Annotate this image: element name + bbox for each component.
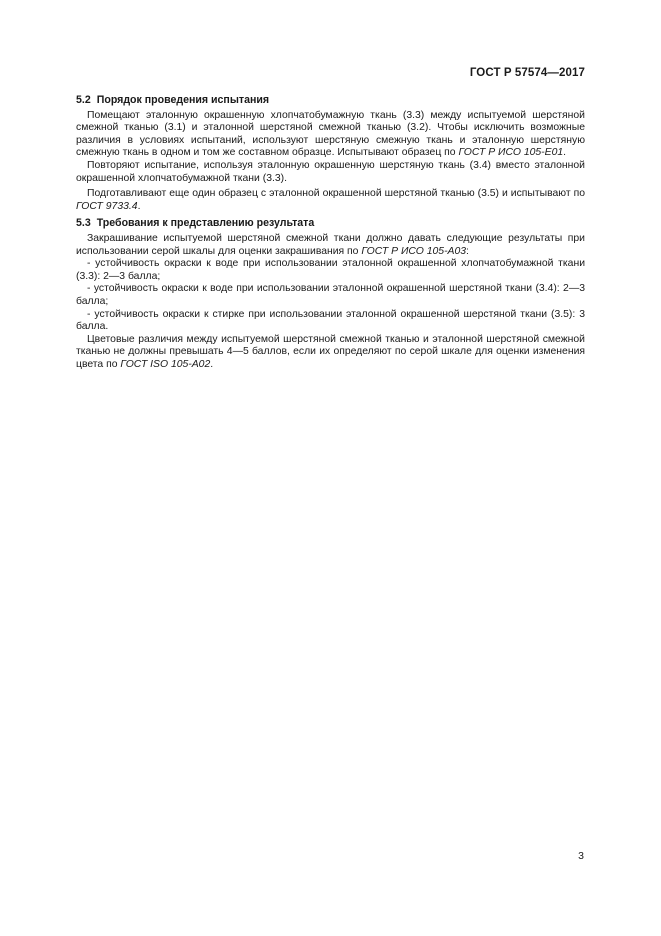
document-code-header: ГОСТ Р 57574—2017 [469,67,585,79]
punctuation: : [466,245,469,257]
standard-reference: ГОСТ Р ИСО 105-Е01 [458,147,564,159]
list-item: - устойчивость окраски к воде при использовании эталонной окрашенной шерстяной ткани (3.4): 2—3 балла; [76,283,585,307]
paragraph: Повторяют испытание, используя эталонную окрашенную шерстяную ткань (3.4) вместо эталонной окрашенной хлопчатобумажной ткани (3.3). [76,159,585,184]
document-body [76,94,585,371]
page-number: 3 [578,850,584,862]
paragraph [76,334,585,372]
punctuation: . [210,358,214,370]
paragraph-text: Помещают эталонную окрашенную хлопчатобумажную ткань (3.3) между испытуемой шерстяной смежной тканью (3.1) и эталонной шерстяной смежной тканью (3.2). Чтобы исключить возможные различия в условиях испытаний, используют шерстяную смежную ткань и эталонную шерстяную смежную ткань в одном и том же составном образце. Испытывают образец по [76,109,585,159]
section-5-3-heading [76,217,585,230]
paragraph [76,233,585,258]
section-number: 5.3 [76,217,91,230]
section-5-2-heading [76,94,585,107]
paragraph [76,188,585,213]
paragraph [76,110,585,160]
section-number: 5.2 [76,94,91,106]
section-title: Требования к представлению результата [96,217,315,230]
list-item: - устойчивость окраски к воде при использовании эталонной окрашенной хлопчатобумажной ткани (3.3): 2—3 балла; [76,258,585,282]
paragraph-text: Закрашивание испытуемой шерстяной смежной ткани должно давать следующие результаты при использовании серой шкалы для оценки закрашивания по [76,232,585,257]
punctuation: . [137,200,141,212]
section-title: Порядок проведения испытания [96,94,270,106]
paragraph-text: Подготавливают еще один образец с эталонной окрашенной шерстяной тканью (3.5) и испытывают по [87,188,585,200]
punctuation: . [563,147,567,159]
list-item: - устойчивость окраски к стирке при использовании эталонной окрашенной шерстяной ткани (3.5): 3 балла. [76,308,585,333]
paragraph-text: Цветовые различия между испытуемой шерстяной смежной тканью и эталонной шерстяной смежной тканью не должны превышать 4—5 баллов, если их определяют по серой шкале для оценки изменения цвета по [76,333,585,370]
standard-reference: ГОСТ Р ИСО 105-А03 [361,245,467,257]
standard-reference: ГОСТ 9733.4 [76,200,138,212]
standard-reference: ГОСТ ISO 105-A02 [120,358,211,370]
